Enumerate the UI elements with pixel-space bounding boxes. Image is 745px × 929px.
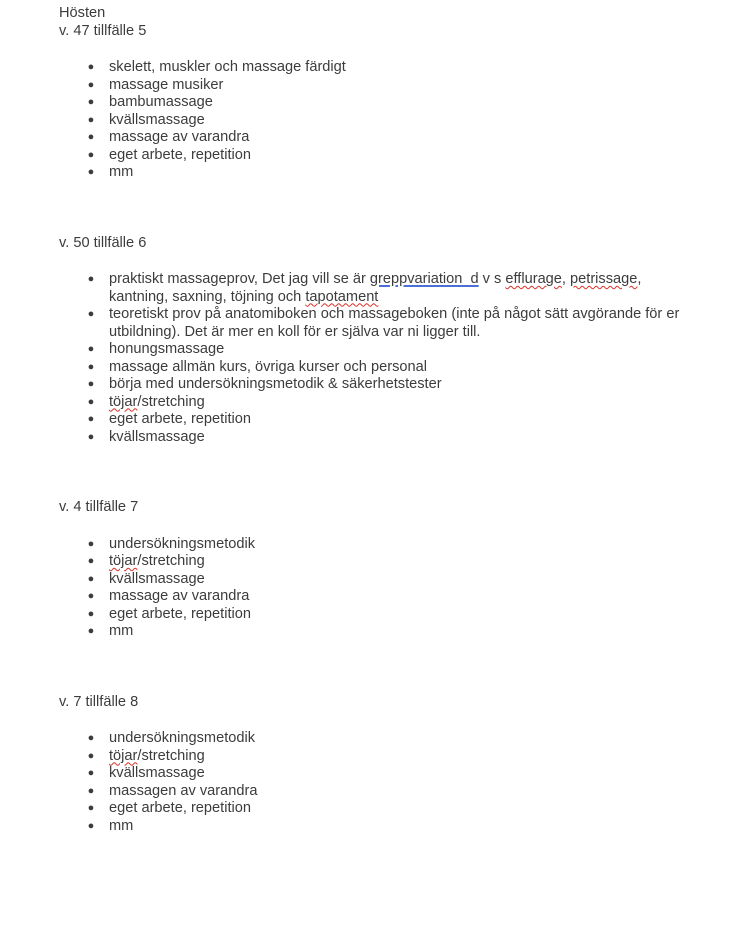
list-item: ● skelett, muskler och massage färdigt — [87, 59, 346, 75]
spellcheck-word[interactable]: efflurage — [505, 271, 562, 287]
list-item: ● töjar/stretching — [87, 393, 205, 410]
bullet-icon: ● — [87, 113, 95, 126]
bullet-icon: ● — [87, 572, 95, 585]
bullet-icon: ● — [87, 625, 95, 637]
list-item: ● kvällsmassage — [87, 428, 205, 445]
list-item: ● massage av varandra — [87, 588, 250, 604]
bullet-icon: ● — [87, 732, 95, 744]
bullet-icon: ● — [87, 96, 95, 108]
list-item: ● undersökningsmetodik — [87, 730, 256, 746]
list-item: ● börja med undersökningsmetodik & säkerhetstester — [87, 376, 442, 392]
section-heading-v7: v. 7 tillfälle 8 — [59, 693, 139, 710]
spellcheck-word[interactable]: tapotament — [305, 288, 379, 305]
spellcheck-word[interactable]: petrissage — [570, 271, 638, 287]
bullet-icon: ● — [87, 607, 95, 620]
list-item: ● teoretiskt prov på anatomiboken och massageboken (inte på något sätt avgörande för er utbildning). Det är mer en koll för er själva var ni ligger till. — [87, 306, 680, 340]
list-item: ● mm — [87, 164, 134, 180]
spellcheck-word[interactable]: töjar — [109, 393, 138, 410]
bullet-icon: ● — [87, 395, 95, 408]
document-body[interactable] — [59, 5, 699, 835]
list-item: ● massage musiker — [87, 76, 224, 93]
bullet-icon: ● — [87, 749, 95, 762]
bullet-icon: ● — [87, 537, 95, 550]
section-heading-v4: v. 4 tillfälle 7 — [59, 499, 139, 515]
section-list-v50 — [59, 271, 699, 446]
list-item: ● kvällsmassage — [87, 570, 205, 587]
bullet-icon: ● — [87, 430, 95, 443]
bullet-icon: ● — [87, 378, 95, 390]
list-item: ● eget arbete, repetition — [87, 800, 251, 816]
list-item: ● eget arbete, repetition — [87, 146, 251, 163]
list-item: ● kvällsmassage — [87, 111, 205, 128]
bullet-icon: ● — [87, 343, 95, 355]
list-item: ● mm — [87, 817, 134, 834]
list-item: ● kvällsmassage — [87, 765, 205, 781]
list-item: ● töjar/stretching — [87, 553, 205, 569]
bullet-icon: ● — [87, 148, 95, 161]
bullet-icon: ● — [87, 78, 95, 91]
section-heading-v47: v. 47 tillfälle 5 — [59, 22, 147, 39]
bullet-icon: ● — [87, 784, 95, 797]
bullet-icon: ● — [87, 273, 95, 285]
bullet-icon: ● — [87, 413, 95, 425]
bullet-icon: ● — [87, 590, 95, 602]
list-item: ● undersökningsmetodik — [87, 535, 256, 552]
list-item: ● mm — [87, 623, 134, 639]
list-item: ● bambumassage — [87, 94, 213, 110]
bullet-icon: ● — [87, 802, 95, 814]
list-item: ● praktiskt massageprov, Det jag vill se är greppvariation d v s efflurage, petrissage, kantning, saxning, töjning och tapotament — [87, 271, 642, 305]
spellcheck-word[interactable]: töjar — [109, 553, 138, 569]
list-item: ● massage av varandra — [87, 129, 250, 145]
document-title: Hösten — [59, 5, 106, 21]
spellcheck-word[interactable]: töjar — [109, 747, 138, 764]
bullet-icon: ● — [87, 360, 95, 373]
bullet-icon: ● — [87, 819, 95, 832]
grammar-suggestion[interactable]: greppvariation d — [369, 271, 479, 287]
bullet-icon: ● — [87, 308, 95, 320]
list-item: ● töjar/stretching — [87, 747, 205, 764]
section-heading-v50: v. 50 tillfälle 6 — [59, 234, 147, 251]
section-list-v4 — [59, 536, 699, 641]
bullet-icon: ● — [87, 767, 95, 779]
section-list-v7 — [59, 730, 699, 835]
list-item: ● massagen av varandra — [87, 782, 258, 799]
list-item: ● honungsmassage — [87, 341, 225, 357]
bullet-icon: ● — [87, 555, 95, 567]
bullet-icon: ● — [87, 131, 95, 143]
bullet-icon: ● — [87, 61, 95, 73]
list-item: ● eget arbete, repetition — [87, 605, 251, 622]
list-item: ● massage allmän kurs, övriga kurser och personal — [87, 358, 427, 375]
section-list-v47 — [59, 59, 699, 182]
bullet-icon: ● — [87, 166, 95, 178]
list-item: ● eget arbete, repetition — [87, 411, 251, 427]
